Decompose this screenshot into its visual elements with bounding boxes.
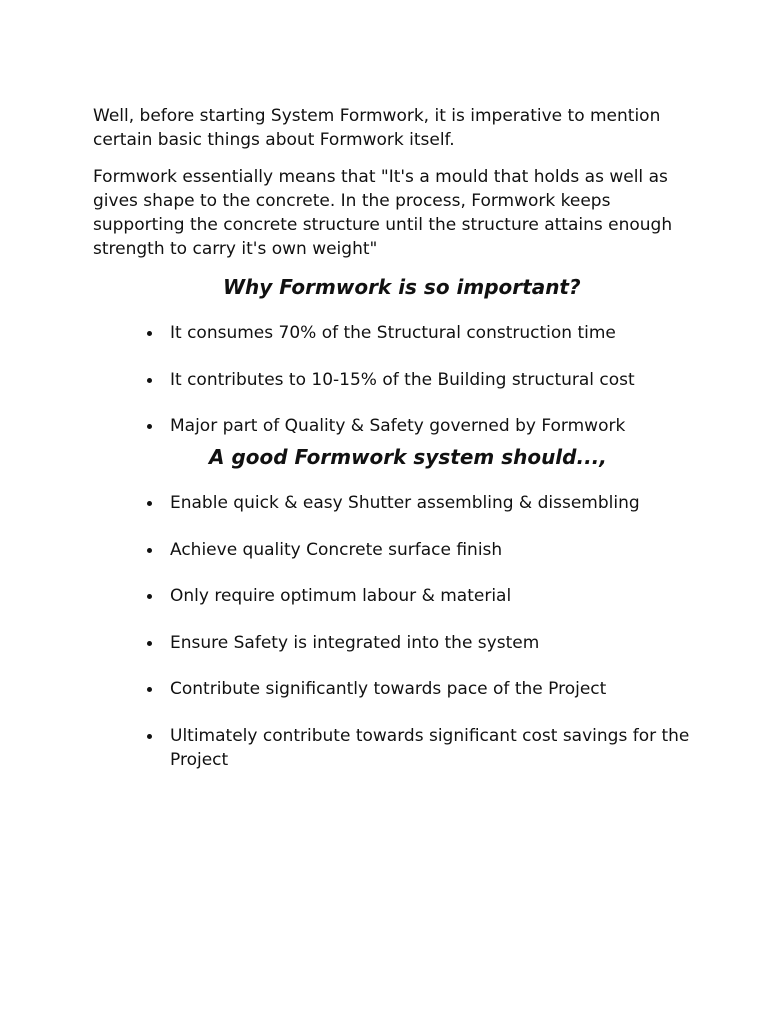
section-heading-good-system: A good Formwork system should..., (209, 445, 607, 469)
definition-paragraph: Formwork essentially means that "It's a mould that holds as well as gives shape to the concrete. In the process, Formwork keeps supporting the concrete structure until the structure attains enough strength to carry it's own weight" (93, 167, 673, 259)
list-item-text: It consumes 70% of the Structural construction time (170, 323, 616, 343)
bullet-icon (147, 424, 152, 429)
importance-list (93, 321, 693, 438)
list-item (93, 414, 693, 438)
list-item (93, 538, 693, 562)
list-item (93, 584, 693, 608)
bullet-icon (147, 378, 152, 383)
list-item (93, 368, 693, 392)
list-item-text: Only require optimum labour & material (170, 586, 512, 606)
list-item-text: It contributes to 10-15% of the Building structural cost (170, 369, 635, 390)
section-heading-why-important: Why Formwork is so important? (223, 275, 581, 299)
list-item (93, 677, 693, 701)
list-item (93, 631, 693, 655)
list-item (93, 724, 693, 772)
list-item-text: Major part of Quality & Safety governed by Formwork (170, 416, 626, 436)
list-item-text: Contribute significantly towards pace of the Project (170, 679, 607, 699)
bullet-icon (147, 641, 152, 646)
list-item-text: Ultimately contribute towards significant cost savings for the Project (170, 725, 690, 770)
bullet-icon (147, 687, 152, 692)
requirements-list (93, 491, 693, 772)
bullet-icon (147, 594, 152, 599)
list-item-text: Enable quick & easy Shutter assembling & dissembling (170, 493, 640, 513)
document-page (93, 104, 693, 772)
list-item-text: Achieve quality Concrete surface finish (170, 539, 503, 560)
bullet-icon (147, 734, 152, 739)
list-item (93, 491, 693, 515)
intro-paragraph: Well, before starting System Formwork, it is imperative to mention certain basic things about Formwork itself. (93, 106, 661, 150)
bullet-icon (147, 331, 152, 336)
bullet-icon (147, 501, 152, 506)
list-item-text: Ensure Safety is integrated into the system (170, 632, 540, 653)
list-item (93, 321, 693, 345)
bullet-icon (147, 548, 152, 553)
